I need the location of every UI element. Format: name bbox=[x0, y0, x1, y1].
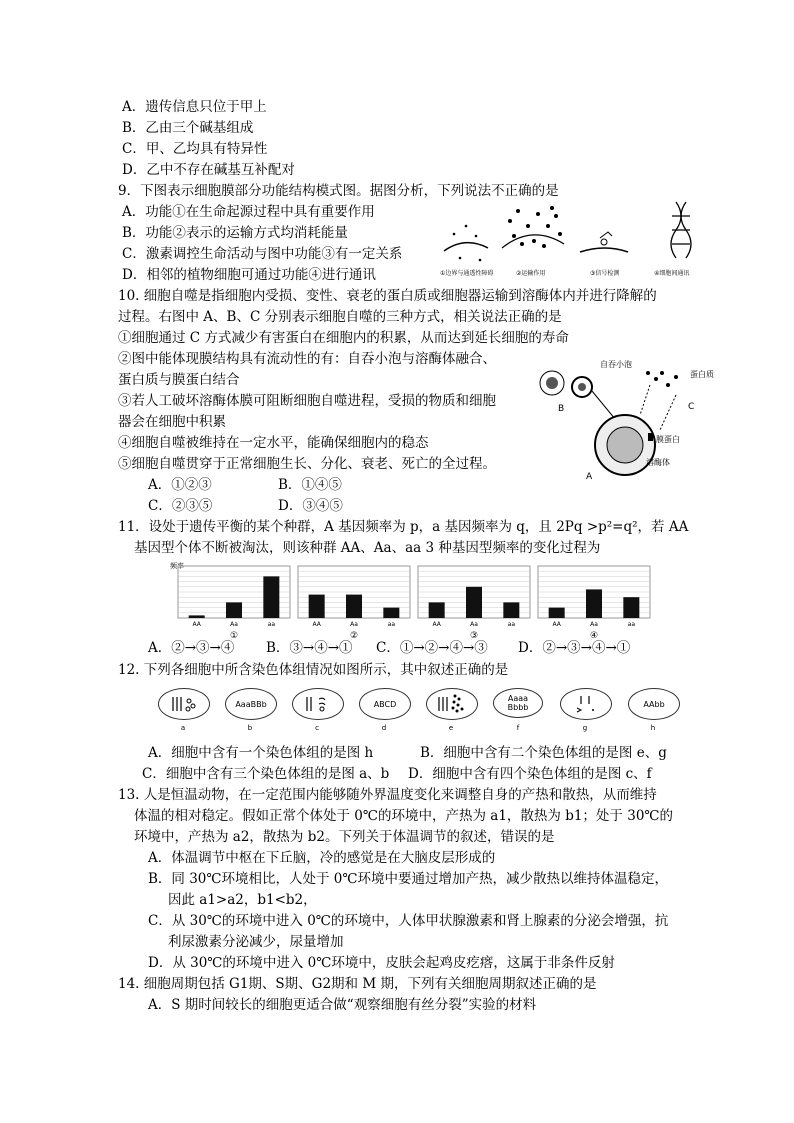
q12-option-b: B．细胞中含有二个染色体组的是图 e、g bbox=[420, 745, 667, 761]
q11-option-d: D．②→③→④→① bbox=[518, 640, 631, 656]
genotype-frequency-chart bbox=[168, 560, 668, 638]
bar-4-Aa bbox=[586, 589, 602, 618]
figure-label-3: ③信号检测 bbox=[590, 270, 620, 277]
cell-d: ABCD bbox=[359, 688, 411, 720]
cell-b: AaaBBb bbox=[225, 688, 277, 720]
q10-item-3: ③若人工破坏溶酶体膜可阻断细胞自噬进程，受损的物质和细胞 bbox=[118, 393, 496, 409]
q11-stem-1: 11．设处于遗传平衡的某个种群，A 基因频率为 p，a 基因频率为 q，且 2Pq >p²=q²，若 AA bbox=[118, 519, 689, 535]
cell-c-chromosomes bbox=[301, 694, 335, 714]
label-protein: 蛋白质 bbox=[690, 370, 714, 379]
bar-2-AA bbox=[309, 595, 325, 618]
q14-option-a: A．S 期时间较长的细胞更适合做“观察细胞有丝分裂”实验的材料 bbox=[148, 997, 537, 1013]
q9-stem: 9．下图表示细胞膜部分功能结构模式图。据图分析，下列说法不正确的是 bbox=[118, 183, 559, 199]
tick-2-aa: aa bbox=[387, 621, 396, 628]
q8-option-b: B．乙由三个碱基组成 bbox=[122, 120, 254, 136]
tick-2-Aa: Aa bbox=[350, 621, 358, 628]
bar-3-AA bbox=[429, 602, 445, 618]
membrane-function-figure bbox=[440, 196, 710, 281]
q13-stem-1: 13. 人是恒温动物，在一定范围内能够随外界温度变化来调整自身的产热和散热，从而维持 bbox=[118, 787, 657, 803]
q11-option-a: A．②→③→④ bbox=[148, 640, 235, 656]
q13-option-b-1: B．同 30℃环境相比，人处于 0℃环境中要通过增加产热，减少散热以维持体温稳定， bbox=[148, 871, 668, 887]
tick-4-aa: aa bbox=[627, 621, 636, 628]
label-a: A bbox=[586, 472, 593, 482]
q10-item-2: ②图中能体现膜结构具有流动性的有：自吞小泡与溶酶体融合、 bbox=[118, 351, 496, 367]
q10-option-a: A．①②③ bbox=[148, 477, 212, 493]
cell-b-label: b bbox=[247, 724, 253, 732]
cell-f-label: f bbox=[516, 724, 520, 732]
tick-1-Aa: Aa bbox=[230, 621, 238, 628]
chart-panel-4 bbox=[538, 566, 650, 638]
q13-option-c-1: C．从 30℃的环境中进入 0℃的环境中，人体甲状腺激素和肾上腺素的分泌会增强，抗 bbox=[148, 913, 669, 929]
label-membrane-protein: 膜蛋白 bbox=[656, 435, 680, 444]
q13-option-a: A．体温调节中枢在下丘脑，冷的感觉是在大脑皮层形成的 bbox=[148, 850, 496, 866]
q12-option-c: C．细胞中含有三个染色体组的是图 a、b bbox=[142, 766, 390, 782]
tick-1-AA: AA bbox=[192, 621, 201, 628]
cell-g-label: g bbox=[582, 724, 588, 732]
cell-a-label: a bbox=[180, 724, 186, 732]
panel-label-3: ③ bbox=[469, 631, 479, 638]
bar-4-aa bbox=[623, 597, 639, 618]
q9-option-d: D．相邻的植物细胞可通过功能④进行通讯 bbox=[122, 267, 376, 283]
label-b: B bbox=[558, 404, 565, 414]
autophagy-diagram bbox=[530, 355, 730, 485]
cell-h-label: h bbox=[650, 724, 656, 732]
chart-y-label: 频率 bbox=[170, 562, 184, 570]
cell-g-chromosomes bbox=[569, 694, 603, 714]
tick-3-Aa: Aa bbox=[470, 621, 478, 628]
q8-option-d: D．乙中不存在碱基互补配对 bbox=[122, 162, 295, 178]
genotype-frequency-svg bbox=[168, 560, 668, 638]
bar-1-Aa bbox=[226, 602, 242, 618]
cell-g bbox=[560, 688, 612, 720]
chart-panel-1 bbox=[178, 566, 290, 638]
label-vesicle: 自吞小泡 bbox=[600, 360, 632, 369]
q12-option-a: A．细胞中含有一个染色体组的是图 h bbox=[148, 745, 374, 761]
q9-option-c: C．激素调控生命活动与图中功能③有一定关系 bbox=[122, 246, 403, 262]
panel-label-1: ① bbox=[229, 631, 239, 638]
chart-panel-2 bbox=[298, 566, 410, 638]
bar-2-Aa bbox=[346, 595, 362, 618]
q8-option-c: C．甲、乙均具有特异性 bbox=[122, 141, 268, 157]
q13-option-b-2: 因此 a1>a2，b1<b2， bbox=[168, 892, 317, 908]
q10-stem-2: 过程。右图中 A、B、C 分别表示细胞自噬的三种方式，相关说法正确的是 bbox=[118, 309, 562, 325]
cell-f: Aaaa Bbbb bbox=[493, 688, 543, 718]
q10-item-3-cont: 器会在细胞中积累 bbox=[118, 414, 226, 430]
tick-1-aa: aa bbox=[267, 621, 276, 628]
bar-1-aa bbox=[263, 576, 279, 618]
q11-option-c: C．①→②→④→③ bbox=[376, 640, 488, 656]
cell-c-label: c bbox=[315, 724, 319, 732]
q13-stem-3: 环境中，产热为 a2，散热为 b2。下列关于体温调节的叙述，错误的是 bbox=[134, 829, 555, 845]
cell-a-chromosomes bbox=[167, 694, 201, 714]
q12-stem: 12. 下列各细胞中所含染色体组情况如图所示，其中叙述正确的是 bbox=[118, 662, 509, 678]
tick-3-AA: AA bbox=[432, 621, 441, 628]
q9-option-b: B．功能②表示的运输方式均消耗能量 bbox=[122, 225, 348, 241]
q12-option-d: D．细胞中含有四个染色体组的是图 c、f bbox=[408, 766, 652, 782]
q10-item-4: ④细胞自噬被维持在一定水平，能确保细胞内的稳态 bbox=[118, 435, 429, 451]
bar-3-Aa bbox=[466, 587, 482, 618]
tick-2-AA: AA bbox=[312, 621, 321, 628]
q13-stem-2: 体温的相对稳定。假如正常个体处于 0℃的环境中，产热为 a1，散热为 b1；处于 30℃的 bbox=[134, 808, 674, 824]
tick-3-aa: aa bbox=[507, 621, 516, 628]
q10-item-2-cont: 蛋白质与膜蛋白结合 bbox=[118, 372, 240, 388]
bar-4-AA bbox=[549, 608, 565, 618]
chromosome-cells-figure bbox=[158, 688, 680, 736]
q11-stem-2: 基因型个体不断被淘汰，则该种群 AA、Aa、aa 3 种基因型频率的变化过程为 bbox=[134, 540, 601, 556]
q10-option-b: B．①④⑤ bbox=[278, 477, 342, 493]
q10-item-5: ⑤细胞自噬贯穿于正常细胞生长、分化、衰老、死亡的全过程。 bbox=[118, 456, 496, 472]
cell-d-label: d bbox=[381, 724, 387, 732]
membrane-function-diagram bbox=[440, 196, 710, 281]
q8-option-a: A．遗传信息只位于甲上 bbox=[122, 99, 267, 115]
q9-option-a: A．功能①在生命起源过程中具有重要作用 bbox=[122, 204, 375, 220]
bar-1-AA bbox=[189, 615, 205, 618]
cell-e-label: e bbox=[448, 724, 454, 732]
tick-4-AA: AA bbox=[552, 621, 561, 628]
bar-3-aa bbox=[503, 602, 519, 618]
q10-item-1: ①细胞通过 C 方式减少有害蛋白在细胞内的积累，从而达到延长细胞的寿命 bbox=[118, 330, 569, 346]
bar-2-aa bbox=[383, 608, 399, 618]
cell-h: AAbb bbox=[628, 688, 680, 720]
cell-c bbox=[292, 688, 344, 720]
tick-4-Aa: Aa bbox=[590, 621, 598, 628]
panel-label-2: ② bbox=[349, 631, 359, 638]
q10-option-c: C．②③⑤ bbox=[148, 498, 213, 514]
q13-option-c-2: 利尿激素分泌减少，尿量增加 bbox=[168, 934, 344, 950]
chart-panel-3 bbox=[418, 566, 530, 638]
label-lysosome: 溶酶体 bbox=[646, 458, 670, 467]
q10-stem-1: 10. 细胞自噬是指细胞内受损、变性、衰老的蛋白质或细胞器运输到溶酶体内并进行降解的 bbox=[118, 288, 657, 304]
cell-e bbox=[426, 688, 478, 720]
cell-a bbox=[158, 688, 210, 720]
figure-label-2: ②运输作用 bbox=[516, 270, 546, 277]
figure-label-4: ④细胞间通讯 bbox=[654, 270, 690, 277]
q10-option-d: D．③④⑤ bbox=[278, 498, 343, 514]
q14-stem: 14. 细胞周期包括 G1期、S期、G2期和 M 期，下列有关细胞周期叙述正确的是 bbox=[118, 976, 597, 992]
q13-option-d: D．从 30℃的环境中进入 0℃环境中，皮肤会起鸡皮疙瘩，这属于非条件反射 bbox=[148, 955, 615, 971]
autophagy-figure bbox=[530, 355, 730, 485]
label-c: C bbox=[688, 402, 695, 412]
figure-label-1: ①边界与通透性障碍 bbox=[440, 270, 494, 277]
q11-option-b: B．③→④→① bbox=[266, 640, 353, 656]
panel-label-4: ④ bbox=[589, 631, 599, 638]
cell-e-chromosomes bbox=[435, 693, 469, 715]
